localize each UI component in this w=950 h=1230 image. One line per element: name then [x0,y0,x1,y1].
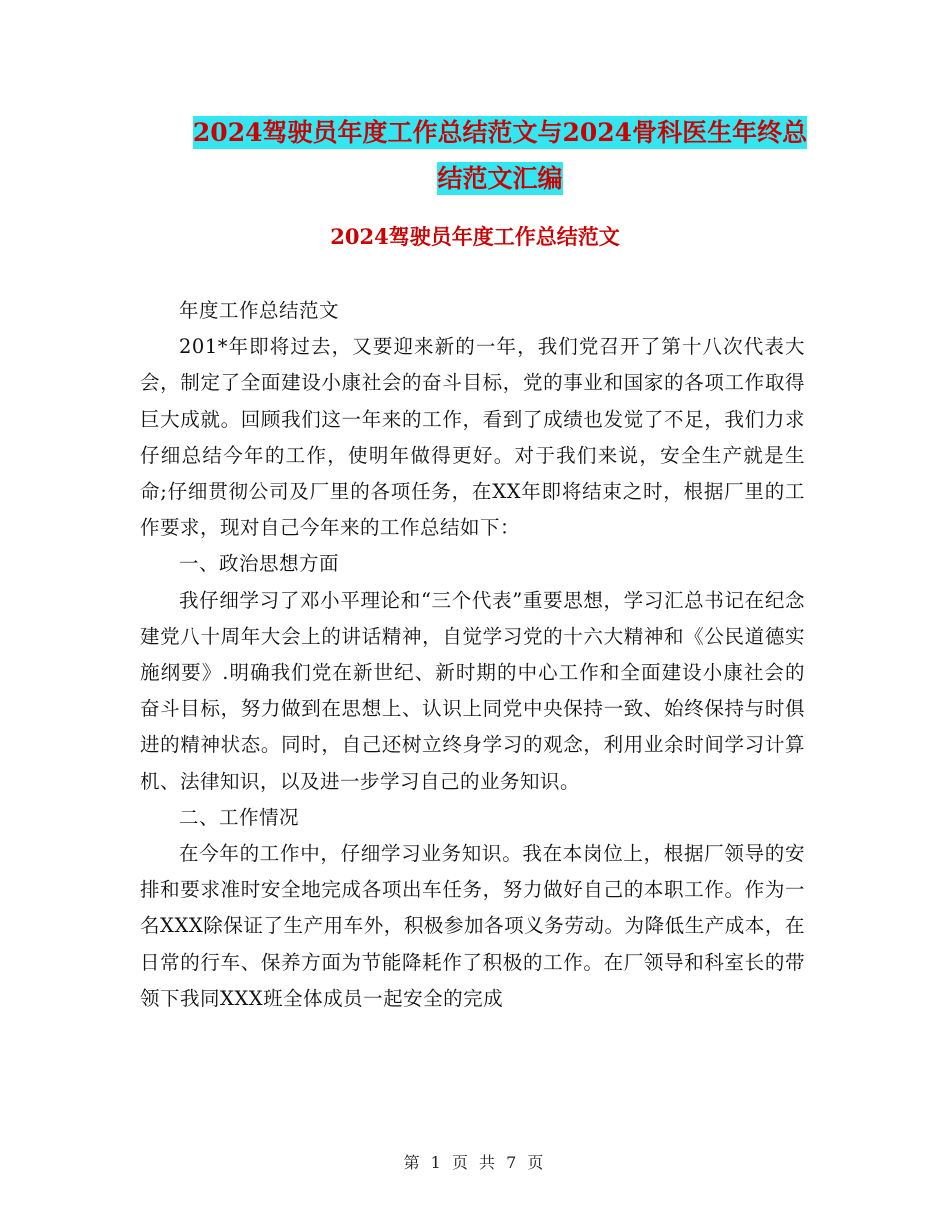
section-title: 2024驾驶员年度工作总结范文 [330,224,620,249]
paragraph: 在今年的工作中，仔细学习业务知识。我在本岗位上，根据厂领导的安排和要求准时安全地完成各项出车任务，努力做好自己的本职工作。作为一名XXX除保证了生产用车外，积极参加各项义务劳动。为降低生产成本，在日常的行车、保养方面为节能降耗作了积极的工作。在厂领导和科室长的带领下我同XXX班全体成员一起安全的完成 [140,842,805,1010]
section-heading: 二、工作情况 [179,805,300,829]
paragraph: 201*年即将过去，又要迎来新的一年，我们党召开了第十八次代表大会，制定了全面建设小康社会的奋斗目标，党的事业和国家的各项工作取得巨大成就。回顾我们这一年来的工作，看到了成绩也发觉了不足，我们力求仔细总结今年的工作，使明年做得更好。对于我们来说，安全生产就是生命;仔细贯彻公司及厂里的各项任务，在XX年即将结束之时，根据厂里的工作要求，现对自己今年来的工作总结如下： [140,335,805,540]
page-footer: 第 1 页 共 7 页 [403,1153,547,1172]
paragraph: 我仔细学习了邓小平理论和“三个代表”重要思想，学习汇总书记在纪念建党八十周年大会上的讲话精神，自觉学习党的十六大精神和《公民道德实施纲要》.明确我们党在新世纪、新时期的中心工作和全面建设小康社会的奋斗目标，努力做到在思想上、认识上同党中央保持一致、始终保持与时俱进的精神状态。同时，自己还树立终身学习的观念，利用业余时间学习计算机、法律知识，以及进一步学习自己的业务知识。 [140,588,805,793]
document-title-line1: 2024驾驶员年度工作总结范文与2024骨科医生年终总 [192,118,808,147]
section-heading: 一、政治思想方面 [179,552,340,576]
paragraph: 年度工作总结范文 [179,299,340,322]
document-title-line2: 结范文汇编 [437,164,563,193]
document-title [140,110,860,202]
document-body [140,293,805,1017]
